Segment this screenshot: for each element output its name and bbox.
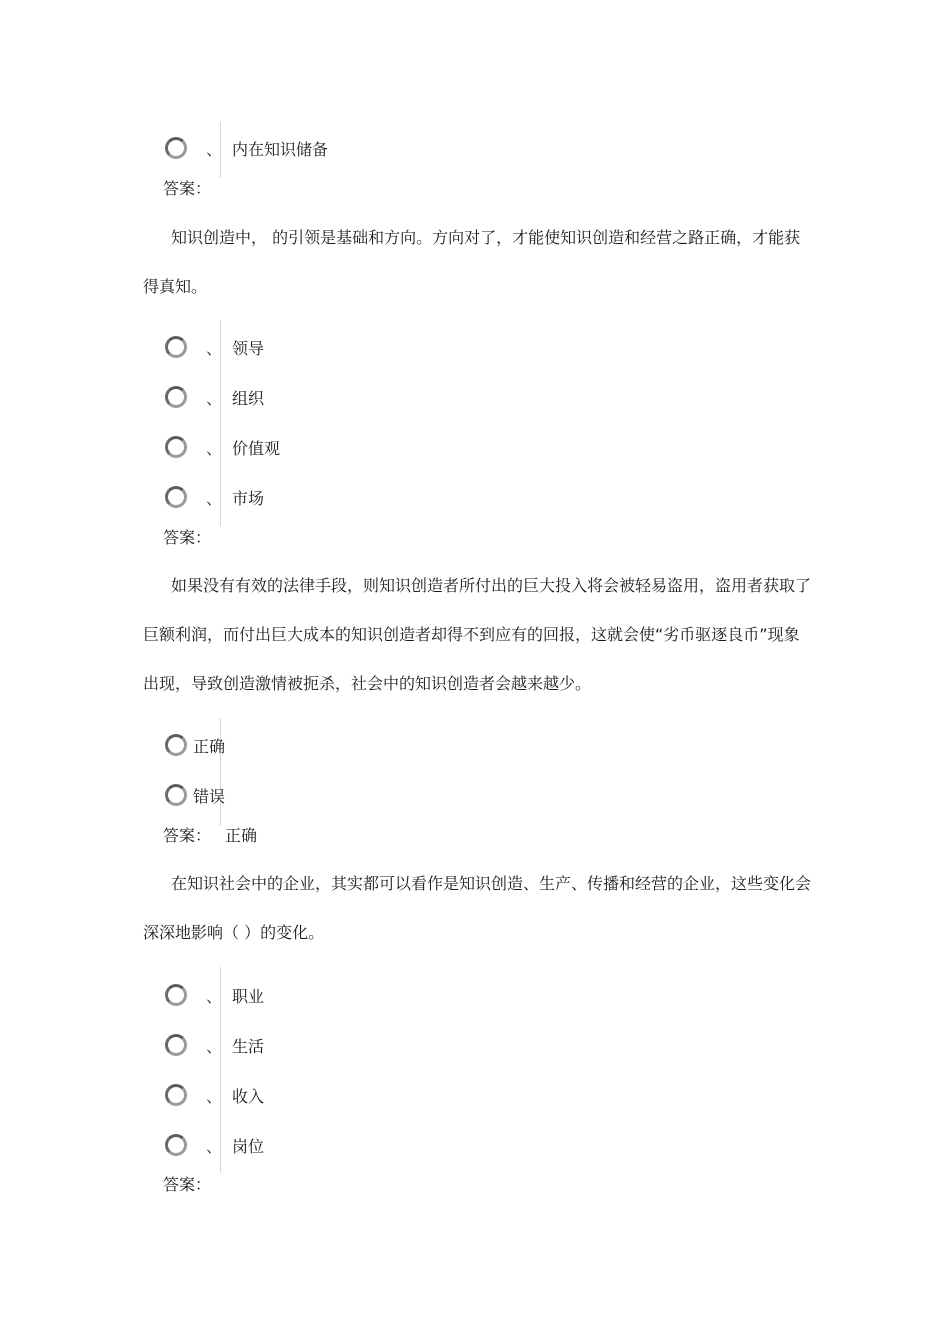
- radio-button[interactable]: [165, 1134, 187, 1156]
- option-separator: 、: [206, 1136, 223, 1156]
- radio-button[interactable]: [165, 1034, 187, 1056]
- option-label: 职业: [232, 986, 265, 1006]
- option-row[interactable]: [165, 1080, 264, 1110]
- option-row[interactable]: [165, 133, 328, 163]
- option-label: 错误: [193, 786, 226, 806]
- answer-line: [163, 175, 225, 199]
- radio-button[interactable]: [165, 137, 187, 159]
- answer-label: 答案：: [163, 178, 212, 198]
- question-text-content: 知识创造中， 的引领是基础和方向。方向对了，才能使知识创造和经营之路正确，才能获得真知。: [143, 228, 801, 296]
- answer-line: [163, 822, 257, 846]
- radio-button[interactable]: [165, 336, 187, 358]
- option-label: 价值观: [232, 438, 281, 458]
- question-text: [143, 213, 813, 311]
- option-row[interactable]: [165, 332, 264, 362]
- option-label: 内在知识储备: [232, 139, 329, 159]
- answer-line: [163, 524, 225, 548]
- radio-button[interactable]: [165, 734, 187, 756]
- option-separator: 、: [206, 488, 223, 508]
- option-separator: 、: [206, 388, 223, 408]
- option-row[interactable]: [165, 1030, 264, 1060]
- option-row[interactable]: [165, 382, 264, 412]
- option-row[interactable]: [165, 482, 264, 512]
- option-separator: 、: [206, 986, 223, 1006]
- option-row[interactable]: [165, 1130, 264, 1160]
- option-label: 市场: [232, 488, 265, 508]
- option-row[interactable]: [165, 780, 225, 810]
- option-separator: 、: [206, 338, 223, 358]
- answer-label: 答案：: [163, 1174, 212, 1194]
- radio-button[interactable]: [165, 784, 187, 806]
- option-label: 正确: [193, 736, 226, 756]
- radio-button[interactable]: [165, 386, 187, 408]
- option-row[interactable]: [165, 730, 225, 760]
- answer-label: 答案：: [163, 527, 212, 547]
- question-text: [143, 561, 813, 708]
- option-label: 收入: [232, 1086, 265, 1106]
- option-label: 岗位: [232, 1136, 265, 1156]
- option-separator: 、: [206, 438, 223, 458]
- option-row[interactable]: [165, 980, 264, 1010]
- question-text-content: 如果没有有效的法律手段，则知识创造者所付出的巨大投入将会被轻易盗用，盗用者获取了巨额利润，而付出巨大成本的知识创造者却得不到应有的回报，这就会使“劣币驱逐良币”现象出现，导致创造激情被扼杀，社会中的知识创造者会越来越少。: [143, 576, 812, 693]
- question-text-content: 在知识社会中的企业，其实都可以看作是知识创造、生产、传播和经营的企业，这些变化会深深地影响（ ）的变化。: [143, 874, 812, 942]
- option-label: 生活: [232, 1036, 265, 1056]
- radio-button[interactable]: [165, 486, 187, 508]
- radio-button[interactable]: [165, 1084, 187, 1106]
- option-row[interactable]: [165, 432, 280, 462]
- radio-button[interactable]: [165, 984, 187, 1006]
- option-label: 组织: [232, 388, 265, 408]
- option-separator: 、: [206, 1086, 223, 1106]
- option-separator: 、: [206, 139, 223, 159]
- answer-line: [163, 1171, 225, 1195]
- radio-button[interactable]: [165, 436, 187, 458]
- option-label: 领导: [232, 338, 265, 358]
- answer-label: 答案：: [163, 825, 212, 845]
- answer-value: 正确: [225, 825, 258, 845]
- option-separator: 、: [206, 1036, 223, 1056]
- question-text: [143, 859, 813, 957]
